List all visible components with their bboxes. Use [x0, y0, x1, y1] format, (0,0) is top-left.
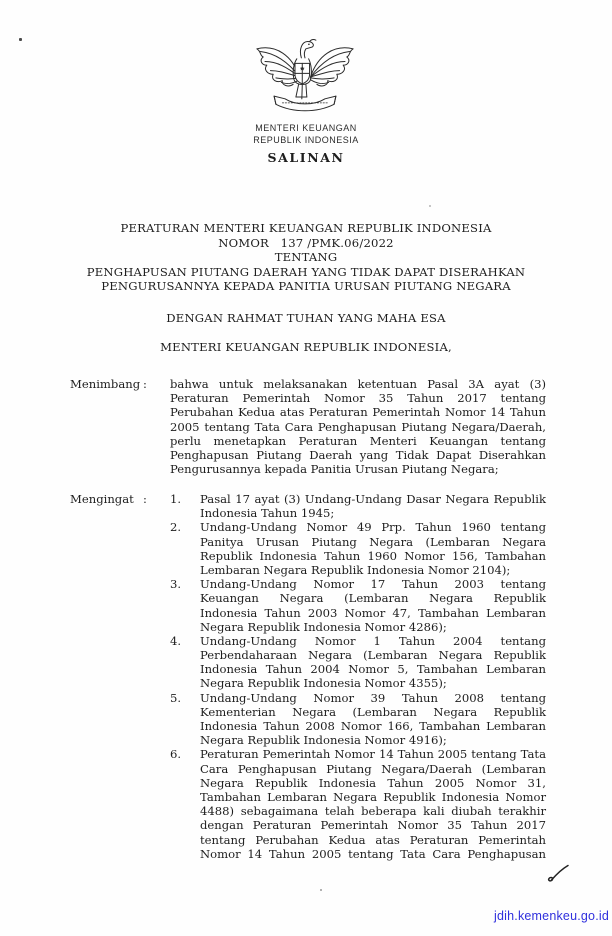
text-line: Peraturan Pemerintah Nomor 14 Tahun 2005 tentang Tata [200, 747, 546, 762]
text-line: Republik Indonesia Tahun 1960 Nomor 156, Tambahan [200, 548, 546, 563]
text-line: Negara Republik Indonesia Tahun 2005 Nomor 31, [200, 775, 546, 790]
text-line: 4488) sebagaimana telah beberapa kali diubah terakhir [200, 804, 546, 819]
text-line: bahwa untuk melaksanakan ketentuan Pasal 3A ayat (3) [170, 377, 546, 391]
legal-basis-item [170, 634, 546, 691]
item-text [200, 691, 546, 748]
legal-basis-label: Mengingat [70, 492, 134, 506]
ministry-line1: MENTERI KEUANGAN [255, 123, 357, 133]
text-line: Negara Republik Indonesia Nomor 4355); [200, 676, 447, 691]
text-line: Tambahan Lembaran Negara Republik Indonesia Nomor [200, 789, 546, 804]
pancasila-shield-icon [295, 63, 310, 83]
legal-basis-item [170, 691, 546, 748]
text-line: Undang-Undang Nomor 1 Tahun 2004 tentang [200, 633, 546, 648]
legal-basis-item [170, 747, 546, 861]
text-line: PENGURUSANNYA KEPADA PANITIA URUSAN PIUTANG NEGARA [101, 279, 511, 294]
text-line: Indonesia Tahun 2008 Nomor 166, Tambahan Lembaran [200, 719, 546, 733]
item-number: 3. [170, 577, 182, 592]
item-text [200, 520, 546, 577]
legal-basis-colon: : [143, 492, 147, 506]
eagle-head-icon [300, 40, 315, 58]
item-text [200, 577, 546, 634]
garuda-pancasila-emblem [250, 37, 360, 117]
text-line: Kementerian Negara (Lembaran Negara Republik [200, 704, 546, 719]
banner-ribbon-icon [274, 96, 336, 111]
text-line: Penghapusan Piutang Daerah yang Tidak Dapat Diserahkan [170, 447, 546, 462]
invocation-line: DENGAN RAHMAT TUHAN YANG MAHA ESA [166, 311, 446, 325]
text-line: Nomor 14 Tahun 2005 tentang Tata Cara Penghapusan [200, 846, 546, 861]
scan-speck [19, 38, 22, 41]
text-line: 2005 tentang Tata Cara Penghapusan Piutang Negara/Daerah, [170, 419, 546, 434]
text-line: Lembaran Negara Republik Indonesia Nomor 2104); [200, 562, 511, 577]
text-line: Pengurusannya kepada Panitia Urusan Piutang Negara; [170, 462, 499, 477]
item-number: 1. [170, 492, 182, 506]
item-number: 5. [170, 690, 182, 705]
scan-speck [429, 205, 431, 207]
text-line: Negara Republik Indonesia Nomor 4286); [200, 619, 447, 634]
item-text [200, 634, 546, 691]
text-line: Perbendaharaan Negara (Lembaran Negara Republik [200, 648, 546, 663]
tail-feathers [296, 84, 307, 99]
considering-colon: : [143, 377, 147, 391]
paraf-check-mark [546, 864, 572, 884]
scan-speck [320, 889, 322, 891]
item-number: 2. [170, 520, 182, 535]
text-line: PERATURAN MENTERI KEUANGAN REPUBLIK INDONESIA [120, 221, 492, 235]
ministry-line2: REPUBLIK INDONESIA [253, 135, 359, 145]
text-line: perlu menetapkan Peraturan Menteri Keuangan tentang [170, 433, 546, 448]
text-line: Pasal 17 ayat (3) Undang-Undang Dasar Negara Republik [200, 492, 546, 506]
text-line: Panitya Urusan Piutang Negara (Lembaran Negara [200, 534, 546, 549]
considering-label: Menimbang [70, 377, 141, 391]
footer-link[interactable]: jdih.kemenkeu.go.id [494, 909, 609, 923]
item-text [200, 492, 546, 520]
text-line: NOMOR 137 /PMK.06/2022 [218, 235, 394, 250]
item-number: 4. [170, 633, 182, 648]
text-line: Undang-Undang Nomor 39 Tahun 2008 tentang [200, 690, 546, 705]
text-line: TENTANG [274, 250, 338, 265]
text-line: Cara Penghapusan Piutang Negara/Daerah (Lembaran [200, 761, 546, 776]
text-line: dengan Peraturan Pemerintah Nomor 35 Tahun 2017 [200, 818, 546, 833]
text-line: Keuangan Negara (Lembaran Negara Republik [200, 591, 546, 606]
item-number: 6. [170, 747, 182, 762]
legal-basis-item [170, 520, 546, 577]
text-line: tentang Perubahan Kedua atas Peraturan Pemerintah [200, 832, 546, 847]
text-line: Undang-Undang Nomor 17 Tahun 2003 tentang [200, 577, 546, 592]
copy-stamp-label: SALINAN [267, 150, 345, 165]
text-line: Indonesia Tahun 2004 Nomor 5, Tambahan Lembaran [200, 662, 546, 677]
regulation-title [56, 221, 556, 294]
legal-basis-item [170, 492, 546, 520]
authority-line: MENTERI KEUANGAN REPUBLIK INDONESIA, [160, 340, 452, 354]
text-line: Peraturan Pemerintah Nomor 35 Tahun 2017 tentang [170, 391, 546, 406]
text-line: Negara Republik Indonesia Nomor 4916); [200, 733, 447, 748]
text-line: Perubahan Kedua atas Peraturan Pemerintah Nomor 14 Tahun [170, 405, 546, 420]
text-line: PENGHAPUSAN PIUTANG DAERAH YANG TIDAK DAPAT DISERAHKAN [86, 264, 526, 279]
considering-paragraph [170, 377, 546, 476]
ministry-name [0, 122, 612, 146]
legal-basis-item [170, 577, 546, 634]
text-line: Indonesia Tahun 1945; [200, 506, 335, 521]
text-line: Undang-Undang Nomor 49 Prp. Tahun 1960 tentang [200, 520, 546, 535]
text-line: Indonesia Tahun 2003 Nomor 47, Tambahan Lembaran [200, 605, 546, 620]
legal-basis-list [170, 492, 546, 861]
item-text [200, 747, 546, 861]
right-wing-icon [310, 48, 353, 86]
